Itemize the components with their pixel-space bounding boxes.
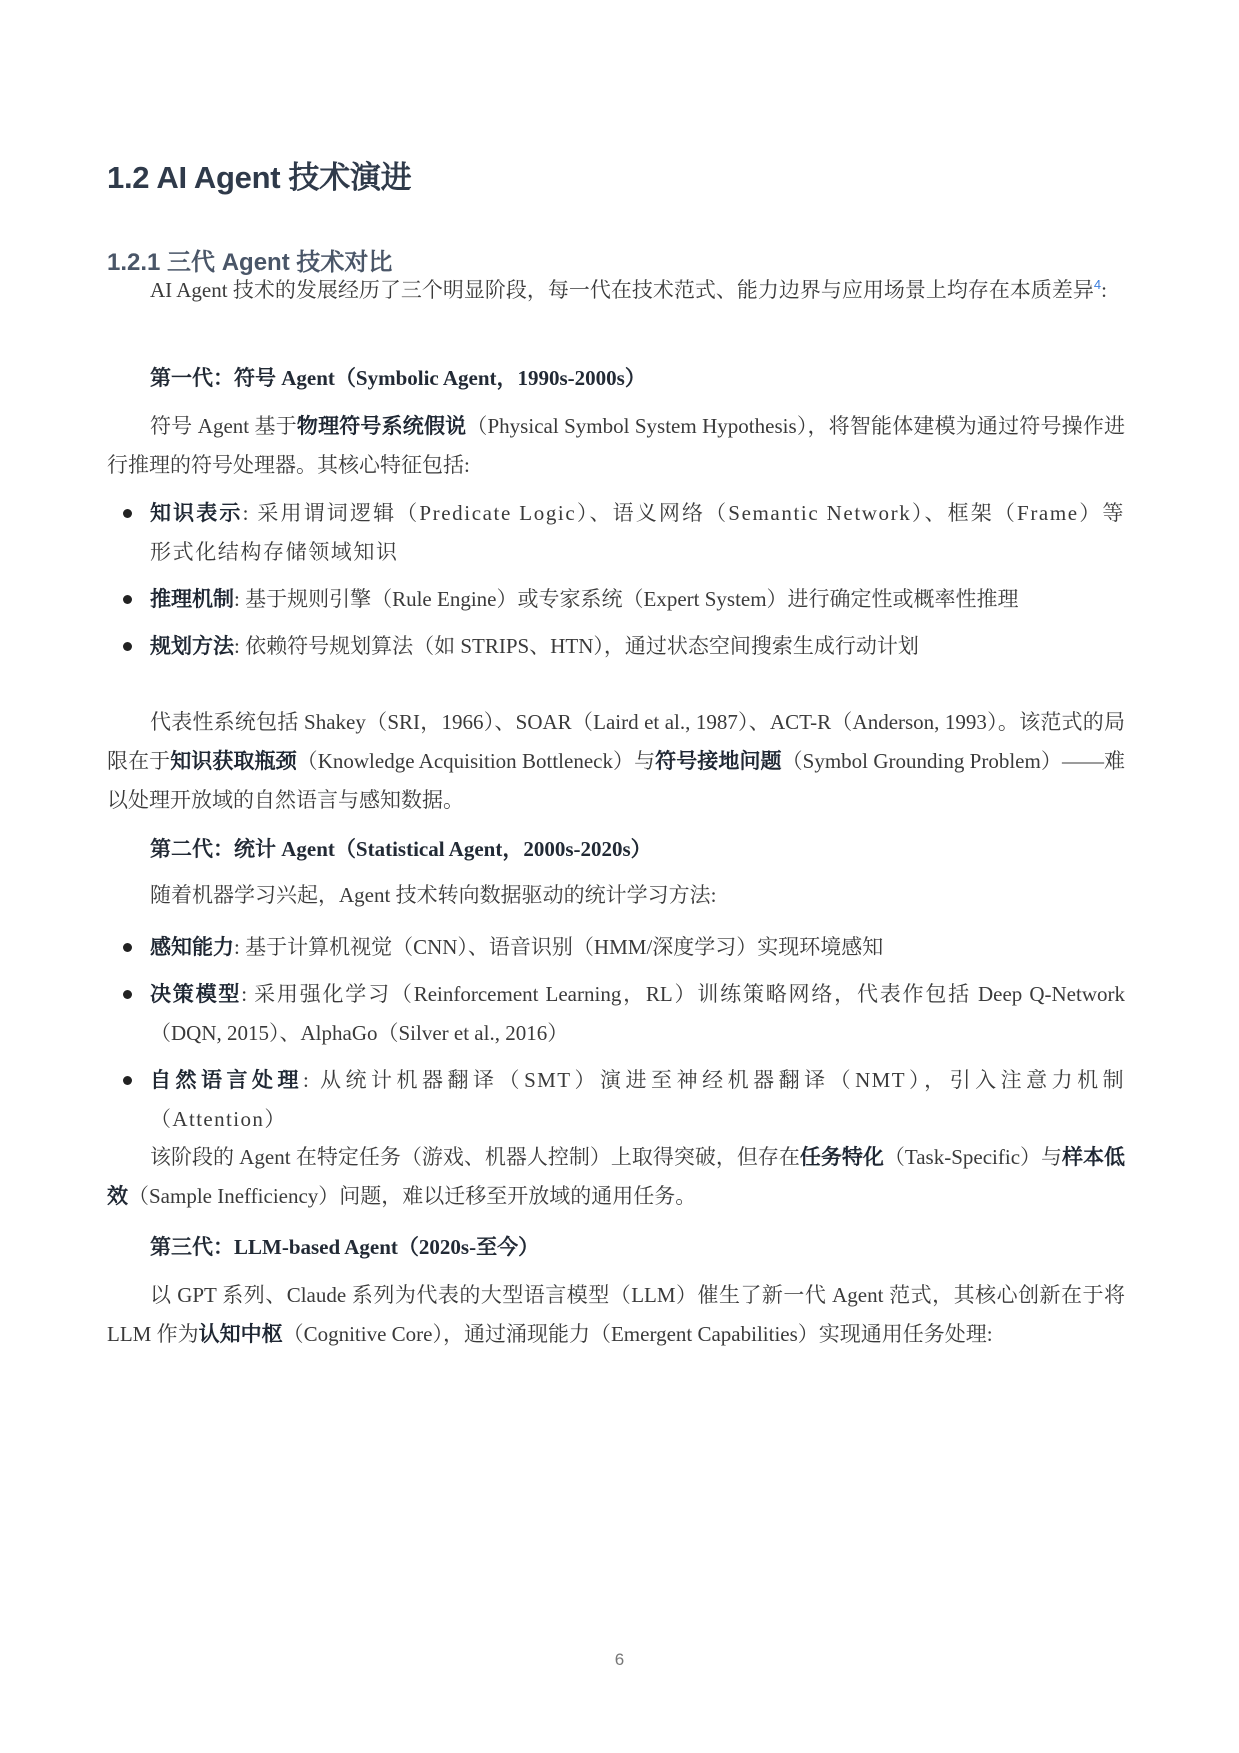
bullet-icon (123, 990, 132, 999)
list-item-label: 决策模型 (150, 982, 242, 1006)
gen2-summary-bold: 样本低效 (107, 1145, 1126, 1208)
gen2-summary-text: （Task-Specific）与 (883, 1145, 1063, 1169)
gen3-desc-text: 以 GPT 系列、Claude 系列为代表的大型语言模型（LLM）催生了新一代 Agent 范式，其核心创新在于将 LLM 作为 (107, 1283, 1125, 1346)
list-item-text: 从统计机器翻译（SMT）演进至神经机器翻译（NMT），引入注意力机制（Attention） (150, 1068, 1125, 1131)
list-item (107, 1061, 1125, 1139)
intro-text: AI Agent 技术的发展经历了三个明显阶段，每一代在技术范式、能力边界与应用场景上均存在本质差异 (150, 278, 1094, 302)
gen1-feature-list (107, 494, 1125, 674)
list-item-label: 感知能力 (150, 935, 234, 959)
list-item-separator: : (234, 935, 246, 959)
page-number: 6 (614, 1650, 625, 1669)
gen2-summary-text: 该阶段的 Agent 在特定任务（游戏、机器人控制）上取得突破，但存在 (150, 1145, 800, 1169)
list-item-label: 规划方法 (150, 634, 234, 658)
list-item-separator: : (303, 1068, 321, 1092)
subsection-title: 1.2.1 三代 Agent 技术对比 (107, 249, 393, 276)
list-item-separator: : (242, 501, 258, 525)
list-item-text: 基于规则引擎（Rule Engine）或专家系统（Expert System）进行确定性或概率性推理 (245, 587, 1019, 611)
list-item-label: 推理机制 (150, 587, 234, 611)
gen1-title: 第一代：符号 Agent（Symbolic Agent，1990s-2000s） (150, 366, 646, 390)
list-item-text: 采用谓词逻辑（Predicate Logic）、语义网络（Semantic Network）、框架（Frame）等形式化结构存储领域知识 (150, 501, 1125, 564)
gen2-summary-bold: 任务特化 (799, 1145, 884, 1169)
bullet-icon (123, 595, 132, 604)
bullet-icon (123, 509, 132, 518)
gen2-title: 第二代：统计 Agent（Statistical Agent，2000s-2020s） (150, 837, 652, 861)
list-item-separator: : (234, 587, 246, 611)
gen3-description (107, 1276, 1125, 1354)
list-item (107, 928, 1125, 967)
section-title: 1.2 AI Agent 技术演进 (107, 160, 412, 195)
bullet-icon (123, 1076, 132, 1085)
gen3-desc-bold: 认知中枢 (198, 1322, 283, 1346)
gen1-summary-text: （Symbol Grounding Problem）——难以处理开放域的自然语言与感知数据。 (107, 749, 1126, 812)
gen3-title: 第三代：LLM-based Agent（2020s-至今） (150, 1235, 540, 1259)
list-item-text: 基于计算机视觉（CNN）、语音识别（HMM/深度学习）实现环境感知 (245, 935, 884, 959)
gen1-desc-suffix: （Physical Symbol System Hypothesis），将智能体建模为通过符号操作进行推理的符号处理器。其核心特征包括: (107, 414, 1125, 477)
footnote-link[interactable]: 4 (1093, 277, 1102, 292)
intro-suffix: : (1101, 278, 1107, 302)
list-item-text: 采用强化学习（Reinforcement Learning，RL）训练策略网络，代表作包括 Deep Q-Network（DQN, 2015）、AlphaGo（Silver et al., 2016） (150, 982, 1125, 1045)
gen2-summary-text: （Sample Inefficiency）问题，难以迁移至开放域的通用任务。 (128, 1184, 697, 1208)
intro-paragraph (107, 265, 1125, 310)
gen1-desc-prefix: 符号 Agent 基于 (150, 414, 297, 438)
gen2-feature-list (107, 928, 1125, 1147)
list-item-label: 自然语言处理 (150, 1068, 304, 1092)
gen1-desc-bold: 物理符号系统假说 (296, 414, 467, 438)
gen1-summary (107, 703, 1125, 820)
gen2-summary (107, 1138, 1125, 1216)
gen1-description (107, 407, 1125, 485)
gen2-description: 随着机器学习兴起，Agent 技术转向数据驱动的统计学习方法: (150, 883, 717, 907)
gen3-desc-text: （Cognitive Core），通过涌现能力（Emergent Capabilities）实现通用任务处理: (282, 1322, 993, 1346)
bullet-icon (123, 642, 132, 651)
list-item-separator: : (241, 982, 255, 1006)
gen1-summary-bold: 知识获取瓶颈 (170, 749, 297, 773)
list-item (107, 494, 1125, 572)
list-item-separator: : (234, 634, 246, 658)
bullet-icon (123, 943, 132, 952)
gen1-summary-text: 代表性系统包括 Shakey（SRI，1966）、SOAR（Laird et al., 1987）、ACT-R（Anderson, 1993）。该范式的局限在于 (107, 710, 1125, 773)
list-item-label: 知识表示 (150, 501, 243, 525)
gen1-summary-text: （Knowledge Acquisition Bottleneck）与 (296, 749, 656, 773)
list-item (107, 627, 1125, 666)
gen1-summary-bold: 符号接地问题 (655, 749, 782, 773)
list-item (107, 580, 1125, 619)
list-item (107, 975, 1125, 1053)
list-item-text: 依赖符号规划算法（如 STRIPS、HTN），通过状态空间搜索生成行动计划 (245, 634, 919, 658)
